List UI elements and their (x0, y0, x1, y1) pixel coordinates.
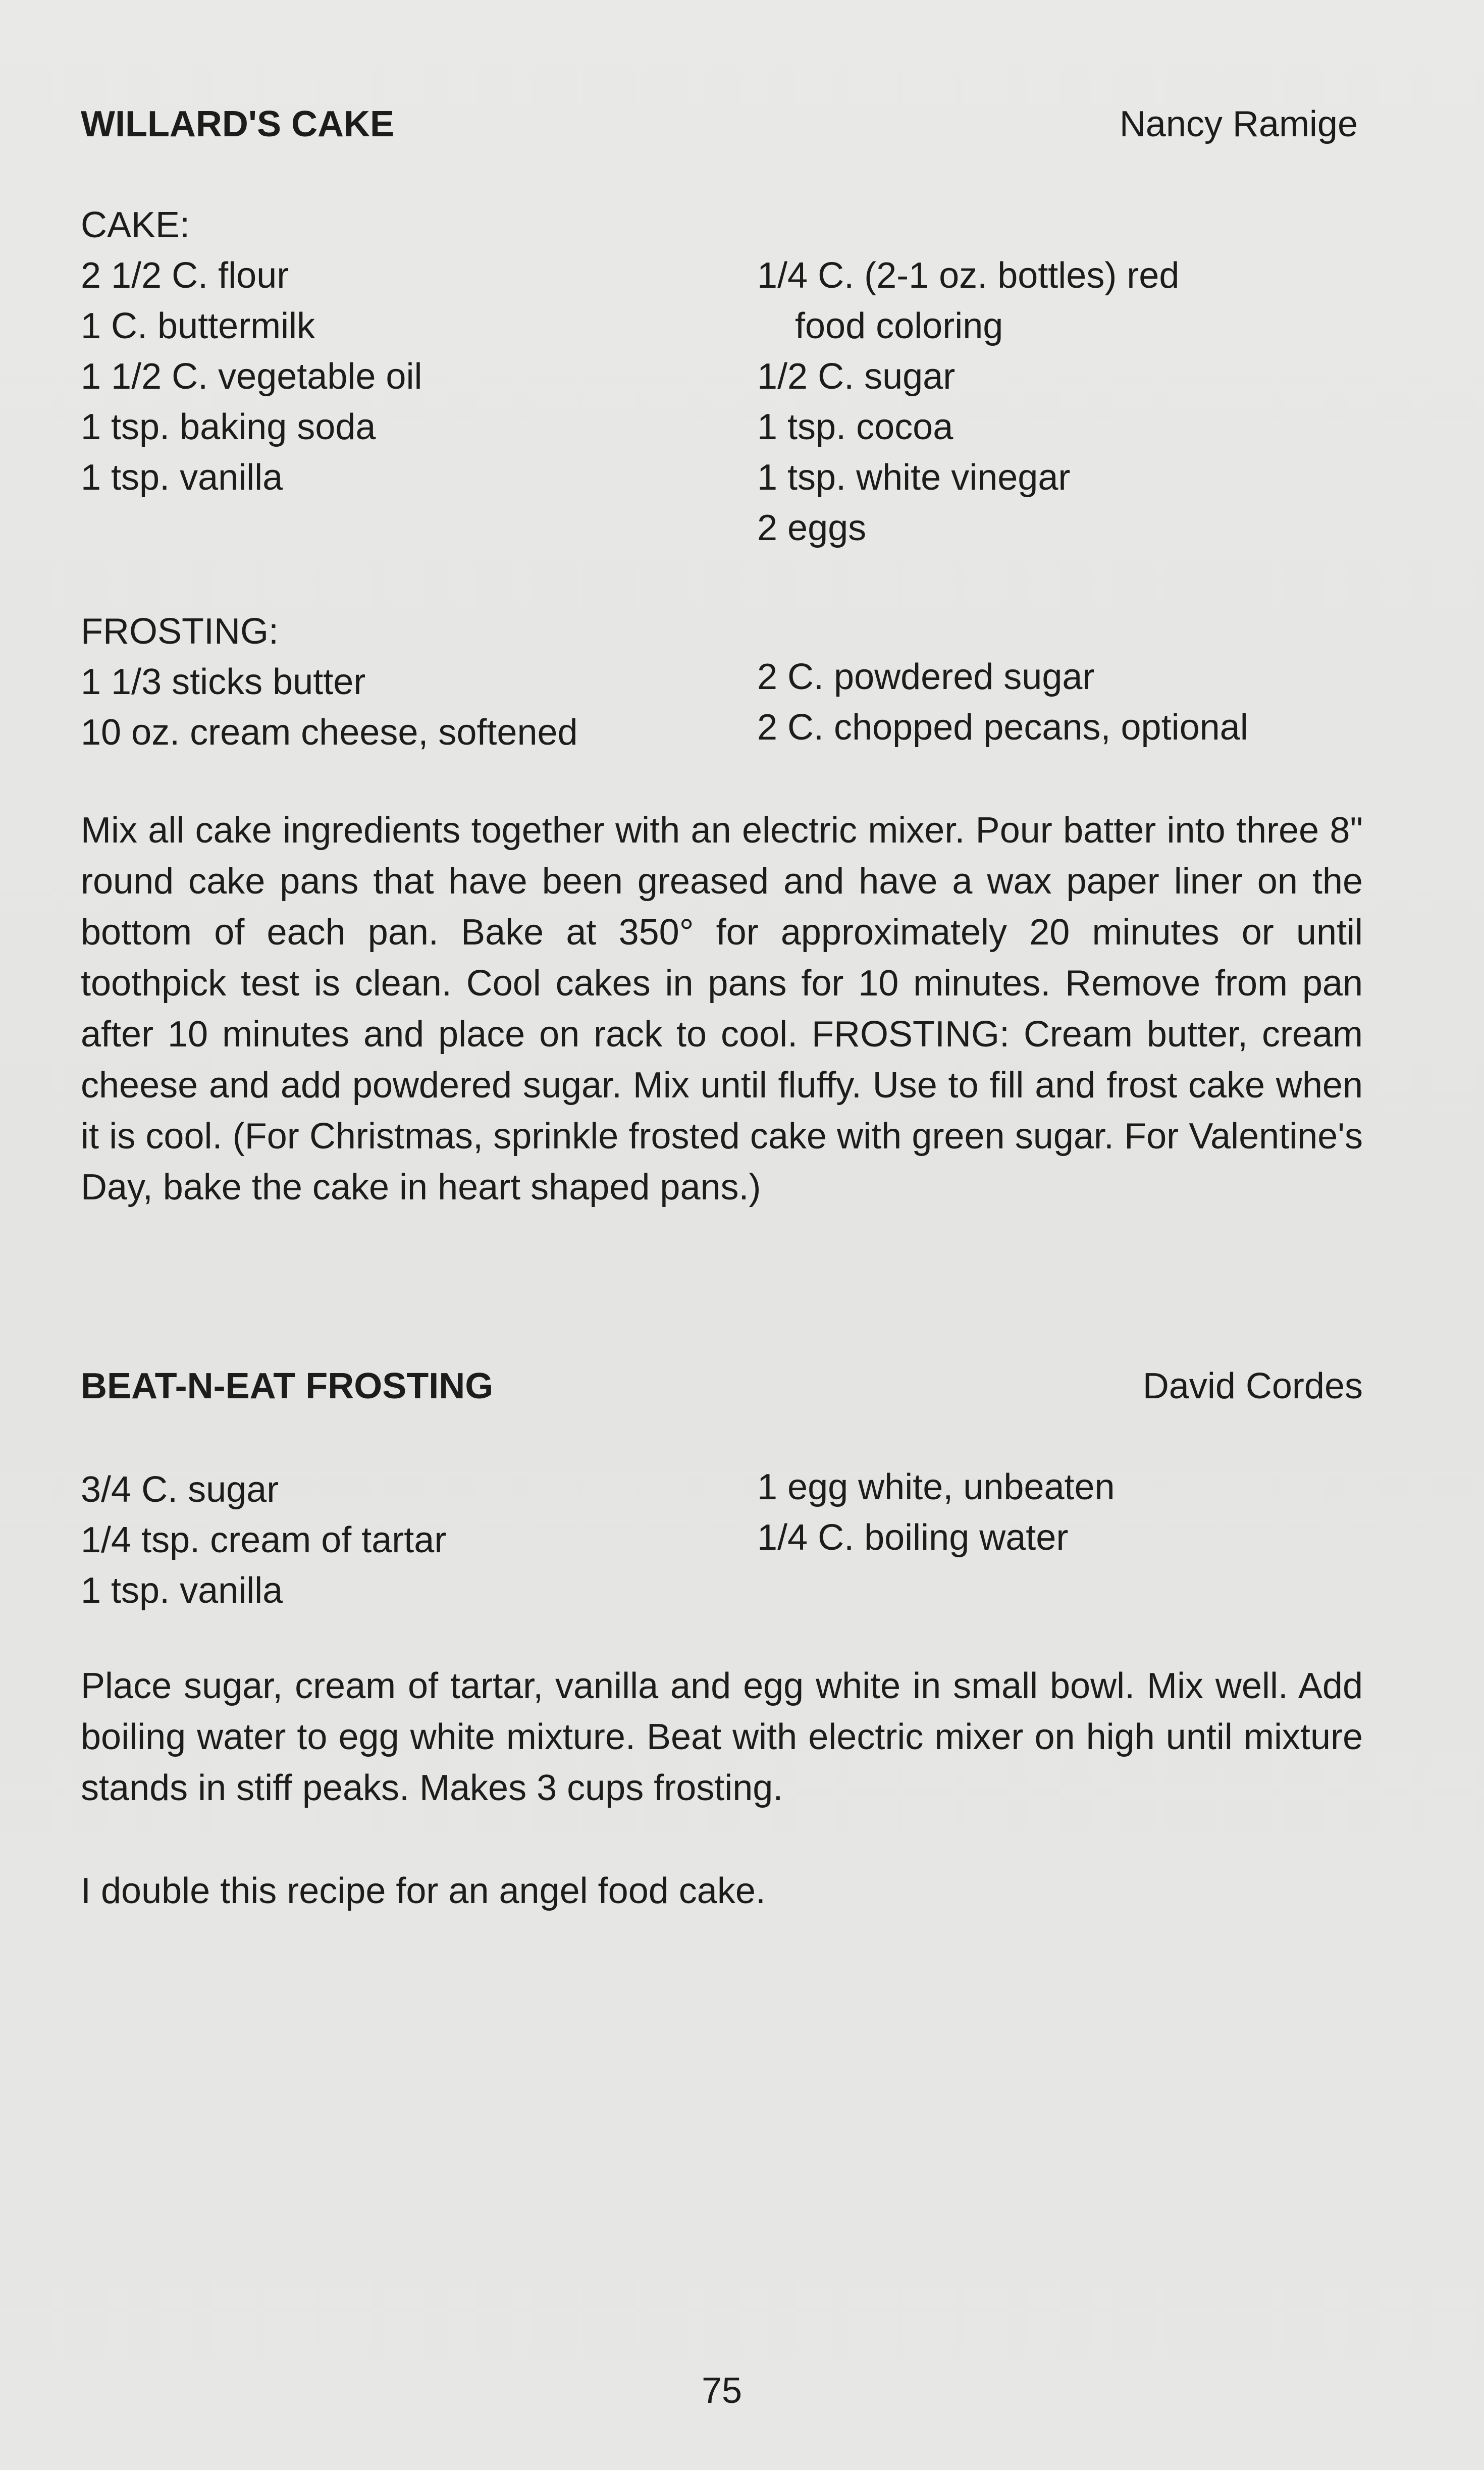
recipe-directions: Mix all cake ingredients together with an electric mixer. Pour batter into three 8" round cake pans that have been greased and have a wax paper liner on the bottom of each pan. Bake at 350° for approximately 20 minutes or until toothpick test is clean. Cool cakes in pans for 10 minutes. Remove from pan after 10 minutes and place on rack to cool. FROSTING: Cream butter, cream cheese and add powdered sugar. Mix until fluffy. Use to fill and frost cake when it is cool. (For Christmas, sprinkle frosted cake with green sugar. For Valentine's Day, bake the cake in heart shaped pans.) (81, 810, 1363, 1207)
recipe-note: I double this recipe for an angel food cake. (81, 1871, 766, 1911)
ingredient: 1 tsp. white vinegar (757, 457, 1071, 498)
recipe-directions: Place sugar, cream of tartar, vanilla and egg white in small bowl. Mix well. Add boiling water to egg white mixture. Beat with electric mixer on high until mixture stands in stiff peaks. Makes 3 cups frosting. (81, 1666, 1363, 1808)
ingredient: 2 C. chopped pecans, optional (757, 707, 1248, 748)
ingredient: 1 tsp. vanilla (81, 1570, 283, 1611)
ingredient: 1/4 C. (2-1 oz. bottles) red (757, 255, 1180, 296)
ingredient: 1/2 C. sugar (757, 356, 956, 397)
ingredient: 1 1/2 C. vegetable oil (81, 356, 422, 397)
ingredient: 3/4 C. sugar (81, 1469, 279, 1510)
ingredient: 10 oz. cream cheese, softened (81, 712, 578, 753)
frosting-heading: FROSTING: (81, 611, 279, 652)
ingredient: 2 1/2 C. flour (81, 255, 289, 296)
recipe-author: David Cordes (1142, 1366, 1363, 1406)
ingredient: 1 tsp. baking soda (81, 407, 376, 447)
ingredient: 1 tsp. vanilla (81, 457, 283, 498)
ingredient: 1/4 tsp. cream of tartar (81, 1520, 447, 1560)
recipe-author: Nancy Ramige (1119, 104, 1358, 144)
ingredient: 1 tsp. cocoa (757, 407, 953, 447)
ingredient: food coloring (795, 306, 1003, 346)
ingredient: 2 C. powdered sugar (757, 657, 1095, 697)
ingredient: 1 egg white, unbeaten (757, 1467, 1115, 1507)
ingredient: 2 eggs (757, 508, 867, 548)
cake-heading: CAKE: (81, 205, 190, 245)
recipe-title: WILLARD'S CAKE (81, 104, 395, 144)
ingredient: 1/4 C. boiling water (757, 1517, 1069, 1558)
ingredient: 1 C. buttermilk (81, 306, 315, 346)
ingredient: 1 1/3 sticks butter (81, 662, 366, 702)
recipe-title: BEAT-N-EAT FROSTING (81, 1366, 494, 1406)
page-number: 75 (702, 2371, 743, 2411)
